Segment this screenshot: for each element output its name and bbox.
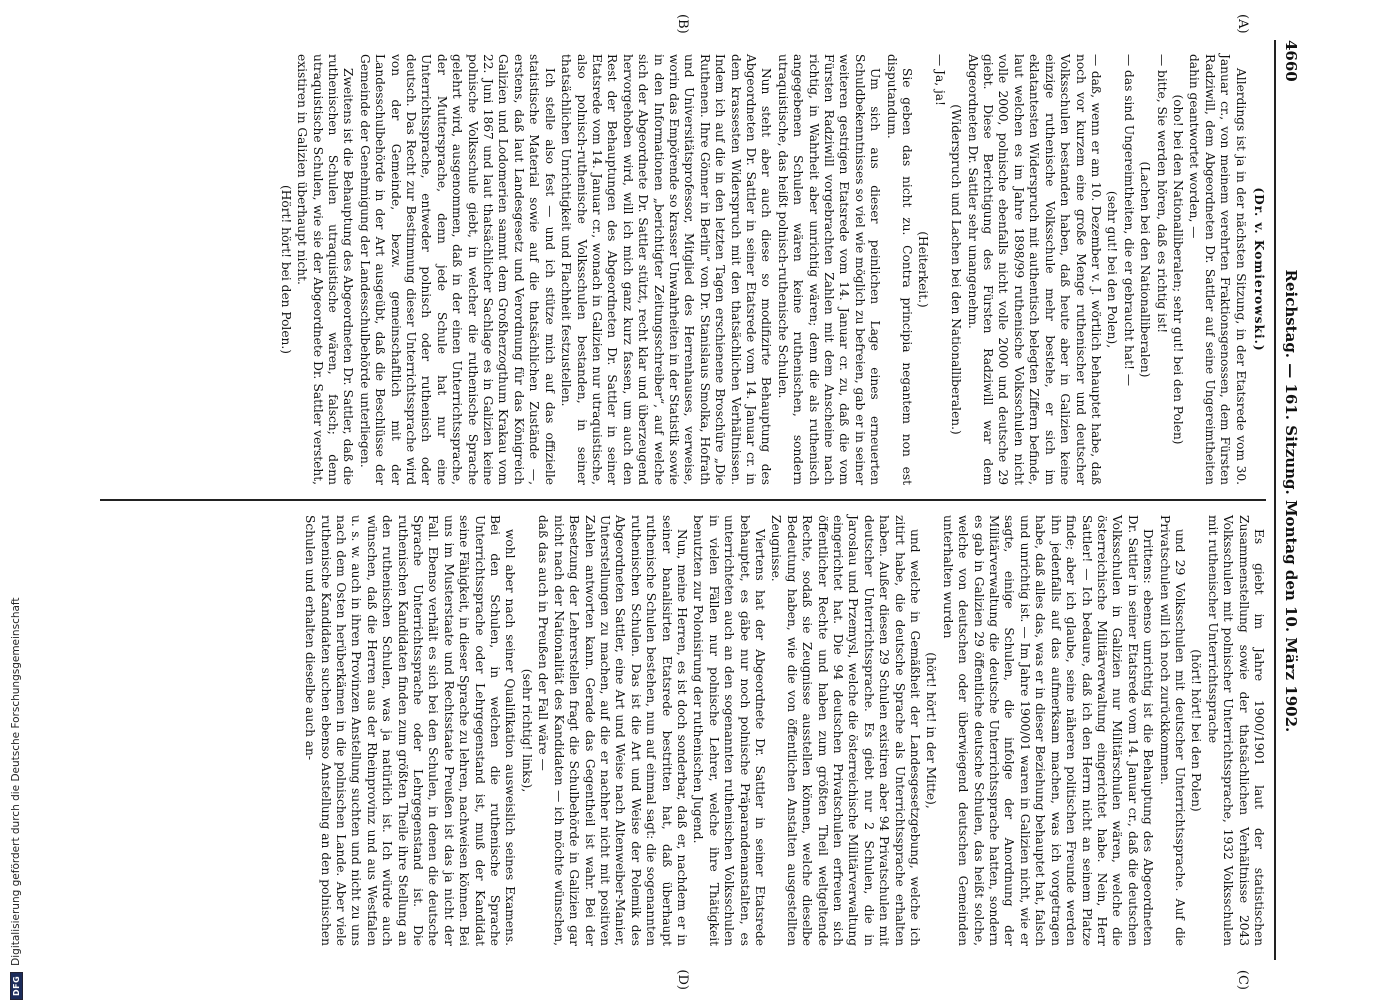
left_column-paragraph: — bitte, Sie werden hören, daß es richtig ist! xyxy=(1154,54,1169,334)
left_column-paragraph: Um sich aus dieser peinlichen Lage eines erneuerten Schuldbekenntnisses so viel wie möglich zu befreien, gab er in seiner weiteren gestrigen Etatsrede vom 14. Januar cr. zu, daß die vom Fürsten Radziwill vorgebrachten Zahlen mit dem Anscheine nach richtig, in Wahrheit aber unrichtig wären; denn die als ruthenisch angegebenen Schulen wären keine ruthenischen, sondern utraquistische, das heißt polnisch-ruthenische Schulen. xyxy=(775,54,883,486)
right_column-paragraph: Es giebt im Jahre 1900/1901 laut der statistischen Zusammenstellung sowie der thatsächlichen Verhältnisse 2043 Volksschulen mit polnischer Unterrichtssprache, 1932 Volksschulen mit ruthenischer Unterrichtssprache xyxy=(1205,515,1266,946)
speaker-name: (Dr. v. Komierowski.) xyxy=(1252,187,1266,352)
document-page xyxy=(70,0,1330,1000)
left-column xyxy=(100,40,1266,499)
right_column-paragraph: Nun, meine Herren, es ist doch sonderbar, daß er, nachdem er in seiner banalisirten Etatsrede bestritten hat, daß überhaupt ruthenische Schulen bestehen, nun auf einmal sagt: die sogenannten ruthenischen Schulen. Das ist die Art und Weise der Polemik des Abgeordneten Sattler, eine Art und Weise nach Altenweiber-Manier, Unterstellungen zu machen, auf die er nachher nicht mit positiven Zahlen antworten kann. Gerade das Gegentheil ist wahr. Bei der Besetzung der Lehrerstellen fragt die Schulbehörde in Galizien gar nicht nach der Nationalität des Kandidaten — ich möchte wünschen, daß das auch in Preußen der Fall wäre — xyxy=(536,515,689,946)
margin-letter-d: (D) xyxy=(675,969,690,990)
left_column-paragraph: (Hört! hört! bei den Polen.) xyxy=(278,184,293,355)
left_column-paragraph: (Lachen bei den Nationalliberalen) xyxy=(1138,161,1153,378)
left_column-paragraph: — das sind Ungereimtheiten, die er gebraucht hat! — xyxy=(1121,54,1136,387)
right_column-paragraph: (hört! hört! bei den Polen) xyxy=(1189,649,1204,812)
left_column-paragraph: (Widerspruch und Lachen bei den Nationalliberalen.) xyxy=(949,104,964,435)
left_column-paragraph: (Heiterkeit.) xyxy=(916,231,931,308)
left_column-paragraph: — daß, wenn er am 10. Dezember v. J. wörtlich behauptet habe, daß noch vor kurzem eine große Menge ruthenischer und deutscher Volksschulen bestanden haben, daß heute aber in Galizien keine einzige ruthenische Volksschule mehr bestehe, er sich im eklatantesten Widerspruch mit authentisch belegten Ziffern befinde, laut welchen es im Jahre 1898/99 ruthenische Volksschulen nicht volle 2000, polnische ebenfalls nicht volle 2000 und deutsche 29 giebt. Diese Berichtigung des Fürsten Radziwill war dem Abgeordneten Dr. Sattler sehr unangenehm. xyxy=(965,54,1103,485)
left_column-paragraph: Nun steht aber auch diese so modifizirte Behauptung des Abgeordneten Dr. Sattler in seiner Etatsrede vom 14. Januar cr. in dem krassesten Widerspruch mit den thatsächlichen Verhältnissen. Indem ich auf die in den letzten Tagen erschienene Broschüre „Die Ruthenen. Ihre Gönner in Berlin“ von Dr. Stanislaus Smolka, Hofrath und Universitätsprofessor, Mitglied des Herrenhauses, verweise, worin das Empörende so krasser Unwahrheiten in der Statistik sowie in den Informationen „berichtigter Zeitungsschreiber“, auf welche sich der Abgeordnete Dr. Sattler stützt, recht klar und überzeugend hervorgehoben wird, will ich mich ganz kurz fassen, um auch den Rest der Behauptungen des Abgeordneten Dr. Sattler in seiner Etatsrede vom 14. Januar cr., wonach in Galizien nur utraquistische, also polnisch-ruthenische Volksschulen bestanden, in seiner thatsächlichen Unrichtigkeit und Flachheit festzustellen. xyxy=(559,54,774,485)
right_column-paragraph: und welche in Gemäßheit der Landesgesetzgebung, welche ich zitirt habe, die deutsche Sprache als Unterrichtssprache erhalten haben. Außer diesen 29 Schulen existiren aber 94 Privatschulen mit deutscher Unterrichtssprache. Es giebt nur 2 Schulen, die in Jaroslau und Przemysl, welche die österreichische Militärverwaltung eingerichtet hat. Die 94 deutschen Privatschulen erfreuen sich öffentlicher Rechte und haben zum größten Theil weltgeltende Rechte, sodaß sie Zeugnisse ausstellen können, welche dieselbe Bedeutung haben, wie die von öffentlichen Anstalten ausgestellten Zeugnisse. xyxy=(769,515,923,946)
margin-letter-a: (A) xyxy=(1235,14,1250,34)
left_column-paragraph: Sie geben das nicht zu. Contra principia negantem non est disputandum. xyxy=(884,54,915,485)
right_column-paragraph: Viertens hat der Abgeordnete Dr. Sattler in seiner Etatsrede behauptet, es gäbe nur noch polnische Präparandenanstalten, es unterrichteten auch an den sogenannten ruthenischen Volksschulen in vielen Fällen nur polnische Lehrer, welche ihre Thätigkeit benutzten zur Polonisirung der ruthenischen Jugend. xyxy=(691,515,767,946)
text-columns xyxy=(100,40,1266,960)
page-number: 4660 xyxy=(1282,40,1300,82)
right_column-paragraph: und 29 Volksschulen mit deutscher Unterrichtssprache. Auf die Privatschulen will ich noch zurückkommen. xyxy=(1157,515,1187,946)
digitization-credit xyxy=(8,597,24,1000)
margin-letter-b: (B) xyxy=(675,14,690,34)
left_column-paragraph: (oho! bei den Nationalliberalen; sehr gut! bei den Polen) xyxy=(1170,94,1185,445)
credit-text: Digitalisierung gefördert durch die Deutsche Forschungsgemeinschaft xyxy=(10,597,22,966)
left_column-paragraph: Ich stelle also fest — und ich stütze mich auf das offizielle statistische Material sowie auf die thatsächlichen Zustände —, erstens, daß laut Landesgesetz und Verordnung für das Königreich Galizien und Lodomerien sammt dem Großherzogthum Krakau vom 22. Juni 1867 und laut thatsächlicher Sachlage es in Galizien keine polnische Volksschule giebt, in welcher die ruthenische Sprache gelehrt wird, ausgenommen, daß in der einen Unterrichtssprache, der Muttersprache, denn jede Schule hat nur eine Unterrichtssprache, entweder polnisch oder ruthenisch oder deutsch. Das Recht zur Bestimmung dieser Unterrichtssprache wird von der Gemeinde, bezw. gemeinschaftlich mit der Landesschulbehörde in der Art ausgeübt, daß die Beschlüsse der Gemeinde der Genehmigung der Landesschulbehörde unterliegen. xyxy=(357,54,557,485)
right_column-paragraph: (sehr richtig! links), xyxy=(519,668,534,793)
left_column-paragraph: Zweitens ist die Behauptung des Abgeordneten Dr. Sattler, daß die ruthenischen Schulen utraquistische wären, falsch; denn utraquistische Schulen, wie sie der Abgeordnete Dr. Sattler versteht, existiren in Galizien überhaupt nicht. xyxy=(295,54,356,485)
margin-letter-c: (C) xyxy=(1235,969,1250,990)
page-header xyxy=(1274,40,1302,960)
right_column-paragraph: (hört! hört! in der Mitte), xyxy=(924,652,939,809)
dfg-logo: DFG xyxy=(10,972,23,1000)
left_column-paragraph: — Ja, ja! xyxy=(932,54,947,106)
left_column-paragraph: (sehr gut! bei den Polen), xyxy=(1105,190,1120,349)
left_column-paragraph: Allerdings ist ja in der nächsten Sitzung, in der Etatsrede vom 30. Januar cr., von meinem verehrten Fraktionsgenossen, dem Fürsten Radziwill, dem Abgeordneten Dr. Sattler auf seine Ungereimtheiten dahin geantwortet worden, — xyxy=(1187,54,1248,485)
right_column-paragraph: wohl aber nach seiner Qualifikation ausweislich seines Examens. Bei den Schulen, in welchen die ruthenische Sprache Unterrichtssprache oder Lehrgegenstand ist, muß der Kandidat seine Fähigkeit, in dieser Sprache zu lehren, nachweisen können. Bei uns im Musterstaate und Rechtsstaate Preußen ist das ja nicht der Fall. Ebenso verhält es sich bei den Schulen, in denen die deutsche Sprache Unterrichtssprache oder Lehrgegenstand ist. Die ruthenischen Kandidaten finden zum größten Theile ihre Stellung an den ruthenischen Schulen, was ja natürlich ist. Ich würde auch wünschen, daß die Herren aus der Rheinprovinz und aus Westfalen u. s. w. auch in ihren Provinzen Anstellung suchten und nicht zu uns nach dem Osten herüberkämen in die polnischen Lande. Aber viele ruthenische Kandidaten suchen ebenso Anstellung an den polnischen Schulen und erhalten dieselbe auch an- xyxy=(303,515,518,946)
page-title: Reichstag. — 161. Sitzung. Montag den 10. März 1902. xyxy=(1282,269,1300,733)
right_column-paragraph: Drittens: ebenso unrichtig ist die Behauptung des Abgeordneten Dr. Sattler in seiner Etatsrede vom 14. Januar cr., daß die deutschen Volksschulen in Galizien nur Militärschulen wären, welche die österreichische Militärverwaltung eingerichtet habe. Nein, Herr Sattler! — Ich bedaure, daß ich den Herrn nicht an seinem Platze finde; aber ich glaube, seine näheren politischen Freunde werden ihn jedenfalls auf das aufmerksam machen, was ich vorgetragen habe, daß alles das, was er in dieser Beziehung behauptet hat, falsch und unrichtig ist. — Im Jahre 1900/01 waren in Galizien nicht, wie er sagte, einige Schulen, die infolge der Anordnung der Militärverwaltung die deutsche Unterrichtssprache hatten, sondern es gab in Galizien 29 öffentliche deutsche Schulen, das heißt solche, welche von deutschen oder überwiegend deutschen Gemeinden unterhalten wurden xyxy=(940,515,1156,946)
right-column xyxy=(100,499,1266,960)
